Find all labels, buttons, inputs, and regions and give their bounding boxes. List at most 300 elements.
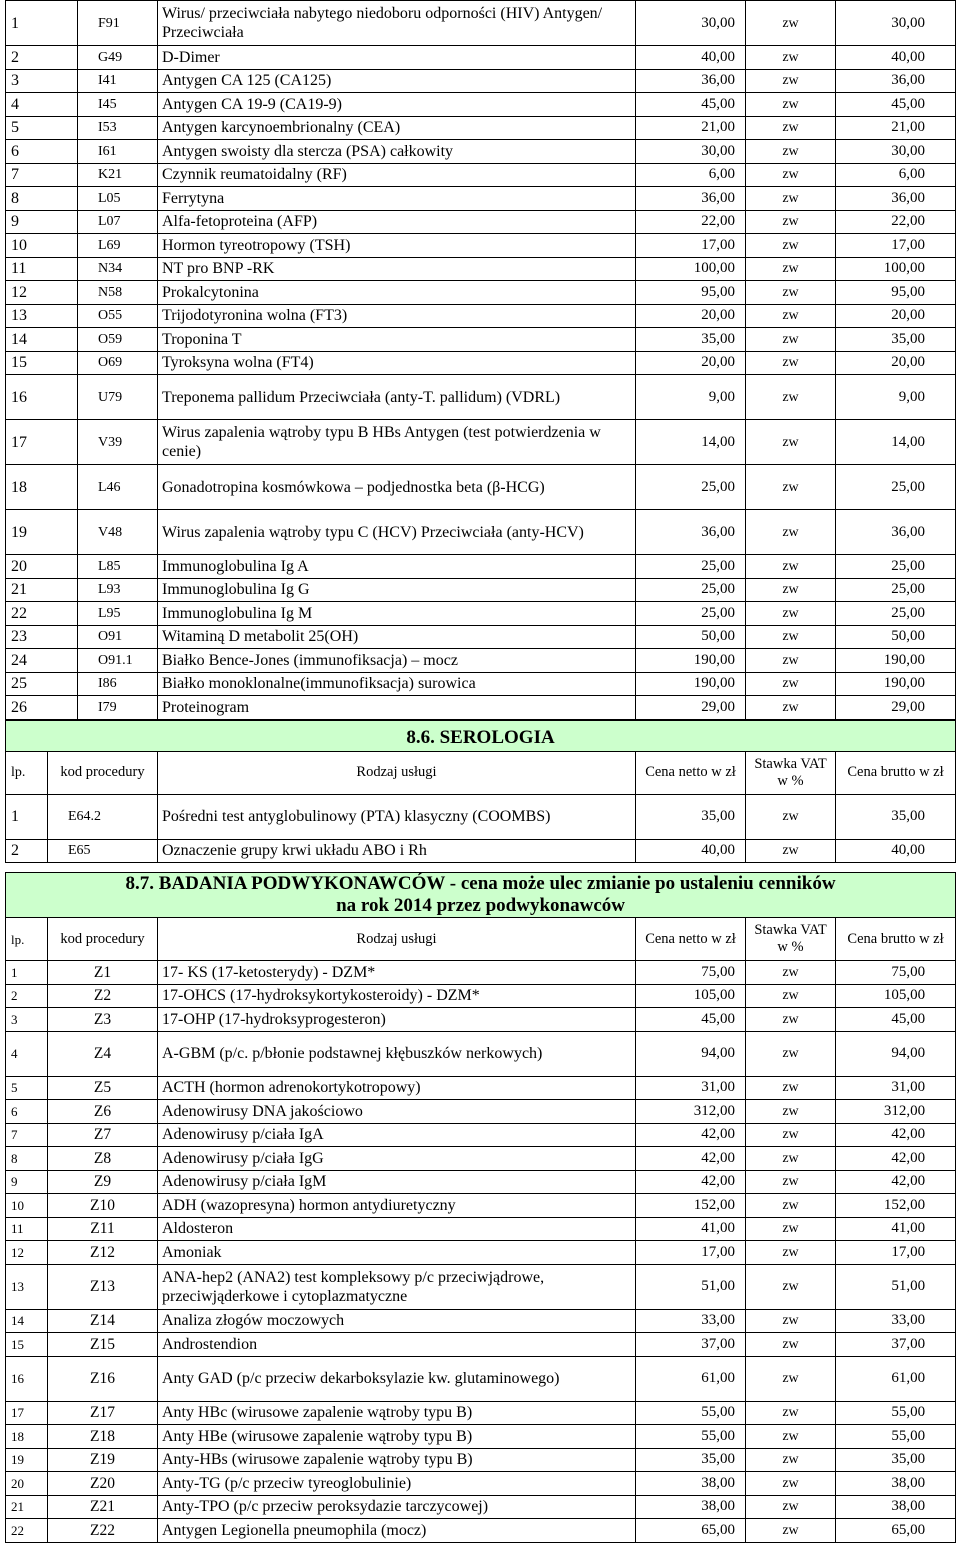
- table-row: [6, 1401, 956, 1425]
- row-name: Troponina T: [158, 328, 636, 352]
- row-code: Z17: [48, 1401, 158, 1425]
- row-name: Hormon tyreotropowy (TSH): [158, 234, 636, 258]
- table-row: [6, 961, 956, 985]
- row-code: L69: [78, 234, 158, 258]
- row-name: Białko monoklonalne(immunofiksacja) surowica: [158, 672, 636, 696]
- row-code: O59: [78, 328, 158, 352]
- row-brutto: 152,00: [836, 1194, 956, 1218]
- row-netto: 36,00: [636, 69, 746, 93]
- row-netto: 152,00: [636, 1194, 746, 1218]
- row-lp: 3: [6, 69, 78, 93]
- section-8-6-title: 8.6. SEROLOGIA: [6, 720, 956, 751]
- row-vat: zw: [746, 1401, 836, 1425]
- table-row: [6, 1, 956, 46]
- row-brutto: 38,00: [836, 1472, 956, 1496]
- table-row: [6, 555, 956, 579]
- row-lp: 17: [6, 1401, 48, 1425]
- row-lp: 14: [6, 1309, 48, 1333]
- row-name: Antygen karcynoembrionalny (CEA): [158, 116, 636, 140]
- row-lp: 11: [6, 257, 78, 281]
- row-netto: 33,00: [636, 1309, 746, 1333]
- row-lp: 18: [6, 465, 78, 510]
- row-vat: zw: [746, 116, 836, 140]
- row-brutto: 36,00: [836, 510, 956, 555]
- row-lp: 13: [6, 304, 78, 328]
- row-vat: zw: [746, 304, 836, 328]
- row-lp: 8: [6, 1147, 48, 1171]
- row-brutto: 20,00: [836, 304, 956, 328]
- row-brutto: 65,00: [836, 1519, 956, 1543]
- row-brutto: 36,00: [836, 187, 956, 211]
- row-netto: 51,00: [636, 1264, 746, 1309]
- row-lp: 4: [6, 93, 78, 117]
- row-netto: 94,00: [636, 1031, 746, 1076]
- row-name: Tyroksyna wolna (FT4): [158, 351, 636, 375]
- header-vat: Stawka VAT w %: [746, 751, 836, 794]
- row-netto: 45,00: [636, 1008, 746, 1032]
- row-brutto: 35,00: [836, 328, 956, 352]
- row-netto: 190,00: [636, 672, 746, 696]
- row-netto: 20,00: [636, 304, 746, 328]
- row-name: Anty-TPO (p/c przeciw peroksydazie tarczycowej): [158, 1495, 636, 1519]
- row-netto: 40,00: [636, 839, 746, 863]
- row-code: Z21: [48, 1495, 158, 1519]
- row-name: NT pro BNP -RK: [158, 257, 636, 281]
- row-vat: zw: [746, 1356, 836, 1401]
- header-code: kod procedury: [48, 751, 158, 794]
- row-lp: 16: [6, 375, 78, 420]
- row-netto: 55,00: [636, 1425, 746, 1449]
- row-lp: 8: [6, 187, 78, 211]
- row-brutto: 38,00: [836, 1495, 956, 1519]
- row-lp: 2: [6, 839, 48, 863]
- row-vat: zw: [746, 1123, 836, 1147]
- row-netto: 17,00: [636, 234, 746, 258]
- row-code: L85: [78, 555, 158, 579]
- row-brutto: 25,00: [836, 465, 956, 510]
- row-vat: zw: [746, 1194, 836, 1218]
- row-brutto: 55,00: [836, 1425, 956, 1449]
- table-row: [6, 46, 956, 70]
- row-vat: zw: [746, 46, 836, 70]
- row-brutto: 312,00: [836, 1100, 956, 1124]
- row-brutto: 61,00: [836, 1356, 956, 1401]
- table-row: [6, 1309, 956, 1333]
- row-name: Trijodotyronina wolna (FT3): [158, 304, 636, 328]
- row-brutto: 35,00: [836, 794, 956, 839]
- row-code: N58: [78, 281, 158, 305]
- row-vat: zw: [746, 257, 836, 281]
- row-name: Czynnik reumatoidalny (RF): [158, 163, 636, 187]
- row-brutto: 29,00: [836, 696, 956, 720]
- row-vat: zw: [746, 281, 836, 305]
- table-subcontractors-body: [6, 961, 956, 1543]
- table-row: [6, 304, 956, 328]
- row-name: Prokalcytonina: [158, 281, 636, 305]
- row-lp: 23: [6, 625, 78, 649]
- row-code: L93: [78, 578, 158, 602]
- row-netto: 42,00: [636, 1147, 746, 1171]
- row-code: E64.2: [48, 794, 158, 839]
- table-row: [6, 93, 956, 117]
- row-netto: 14,00: [636, 420, 746, 465]
- row-vat: zw: [746, 328, 836, 352]
- row-vat: zw: [746, 1008, 836, 1032]
- row-netto: 25,00: [636, 602, 746, 626]
- header-lp: lp.: [6, 918, 48, 961]
- row-lp: 20: [6, 555, 78, 579]
- section-title-row: [6, 873, 956, 918]
- row-lp: 20: [6, 1472, 48, 1496]
- row-name: 17- KS (17-ketosterydy) - DZM*: [158, 961, 636, 985]
- row-lp: 2: [6, 46, 78, 70]
- row-lp: 1: [6, 794, 48, 839]
- row-vat: zw: [746, 420, 836, 465]
- row-lp: 24: [6, 649, 78, 673]
- row-name: Antygen CA 125 (CA125): [158, 69, 636, 93]
- row-lp: 15: [6, 351, 78, 375]
- row-code: F91: [78, 1, 158, 46]
- row-brutto: 25,00: [836, 555, 956, 579]
- row-code: V48: [78, 510, 158, 555]
- row-name: Anty GAD (p/c przeciw dekarboksylazie kw. glutaminowego): [158, 1356, 636, 1401]
- row-lp: 21: [6, 578, 78, 602]
- row-code: Z6: [48, 1100, 158, 1124]
- row-lp: 6: [6, 140, 78, 164]
- row-code: Z15: [48, 1333, 158, 1357]
- row-vat: zw: [746, 984, 836, 1008]
- row-netto: 17,00: [636, 1241, 746, 1265]
- row-brutto: 95,00: [836, 281, 956, 305]
- row-brutto: 51,00: [836, 1264, 956, 1309]
- row-brutto: 100,00: [836, 257, 956, 281]
- row-code: O55: [78, 304, 158, 328]
- row-name: Anty HBc (wirusowe zapalenie wątroby typu B): [158, 1401, 636, 1425]
- row-name: Anty HBe (wirusowe zapalenie wątroby typu B): [158, 1425, 636, 1449]
- row-vat: zw: [746, 187, 836, 211]
- row-brutto: 55,00: [836, 1401, 956, 1425]
- row-lp: 16: [6, 1356, 48, 1401]
- row-name: Alfa-fetoproteina (AFP): [158, 210, 636, 234]
- row-netto: 105,00: [636, 984, 746, 1008]
- row-lp: 22: [6, 1519, 48, 1543]
- row-name: Adenowirusy p/ciała IgM: [158, 1170, 636, 1194]
- row-vat: zw: [746, 649, 836, 673]
- row-code: Z7: [48, 1123, 158, 1147]
- row-netto: 41,00: [636, 1217, 746, 1241]
- row-code: Z10: [48, 1194, 158, 1218]
- header-vat: Stawka VAT w %: [746, 918, 836, 961]
- table-row: [6, 1194, 956, 1218]
- row-lp: 4: [6, 1031, 48, 1076]
- row-netto: 37,00: [636, 1333, 746, 1357]
- row-code: U79: [78, 375, 158, 420]
- row-name: Pośredni test antyglobulinowy (PTA) klasyczny (COOMBS): [158, 794, 636, 839]
- table-row: [6, 420, 956, 465]
- row-netto: 75,00: [636, 961, 746, 985]
- row-code: I61: [78, 140, 158, 164]
- table-row: [6, 140, 956, 164]
- row-code: Z13: [48, 1264, 158, 1309]
- table-row: [6, 187, 956, 211]
- row-brutto: 17,00: [836, 234, 956, 258]
- row-name: Antygen CA 19-9 (CA19-9): [158, 93, 636, 117]
- row-vat: zw: [746, 672, 836, 696]
- row-name: 17-OHP (17-hydroksyprogesteron): [158, 1008, 636, 1032]
- table-row: [6, 984, 956, 1008]
- row-name: Wirus zapalenia wątroby typu C (HCV) Przeciwciała (anty-HCV): [158, 510, 636, 555]
- row-code: Z3: [48, 1008, 158, 1032]
- row-vat: zw: [746, 1472, 836, 1496]
- row-lp: 14: [6, 328, 78, 352]
- table-row: [6, 1448, 956, 1472]
- section-title-row: [6, 720, 956, 751]
- table-row: [6, 696, 956, 720]
- row-code: E65: [48, 839, 158, 863]
- row-name: ADH (wazopresyna) hormon antydiuretyczny: [158, 1194, 636, 1218]
- row-code: L95: [78, 602, 158, 626]
- row-name: D-Dimer: [158, 46, 636, 70]
- row-brutto: 42,00: [836, 1123, 956, 1147]
- row-netto: 21,00: [636, 116, 746, 140]
- row-brutto: 25,00: [836, 602, 956, 626]
- table-immunochemistry: [5, 0, 956, 720]
- table-row: [6, 649, 956, 673]
- row-brutto: 42,00: [836, 1147, 956, 1171]
- row-code: L07: [78, 210, 158, 234]
- row-brutto: 40,00: [836, 46, 956, 70]
- row-name: Amoniak: [158, 1241, 636, 1265]
- row-brutto: 42,00: [836, 1170, 956, 1194]
- row-lp: 3: [6, 1008, 48, 1032]
- row-vat: zw: [746, 602, 836, 626]
- row-vat: zw: [746, 1264, 836, 1309]
- row-lp: 12: [6, 281, 78, 305]
- table-row: [6, 1123, 956, 1147]
- header-brutto: Cena brutto w zł: [836, 751, 956, 794]
- row-netto: 38,00: [636, 1495, 746, 1519]
- row-brutto: 37,00: [836, 1333, 956, 1357]
- row-code: V39: [78, 420, 158, 465]
- table-row: [6, 281, 956, 305]
- row-lp: 19: [6, 1448, 48, 1472]
- table-row: [6, 510, 956, 555]
- row-netto: 20,00: [636, 351, 746, 375]
- row-vat: zw: [746, 1076, 836, 1100]
- row-vat: zw: [746, 1147, 836, 1171]
- row-brutto: 17,00: [836, 1241, 956, 1265]
- section-8-7-title-line1: 8.7. BADANIA PODWYKONAWCÓW - cena może ulec zmianie po ustaleniu cenników: [125, 873, 836, 894]
- row-vat: zw: [746, 351, 836, 375]
- row-netto: 55,00: [636, 1401, 746, 1425]
- header-row: [6, 751, 956, 794]
- row-code: G49: [78, 46, 158, 70]
- row-lp: 22: [6, 602, 78, 626]
- row-lp: 6: [6, 1100, 48, 1124]
- row-name: Treponema pallidum Przeciwciała (anty-T. pallidum) (VDRL): [158, 375, 636, 420]
- row-lp: 10: [6, 1194, 48, 1218]
- row-name: Oznaczenie grupy krwi układu ABO i Rh: [158, 839, 636, 863]
- row-name: Adenowirusy p/ciała IgG: [158, 1147, 636, 1171]
- row-code: Z11: [48, 1217, 158, 1241]
- row-brutto: 30,00: [836, 1, 956, 46]
- table-row: [6, 1425, 956, 1449]
- table-row: [6, 1031, 956, 1076]
- row-netto: 36,00: [636, 510, 746, 555]
- row-lp: 1: [6, 1, 78, 46]
- row-vat: zw: [746, 961, 836, 985]
- row-code: Z20: [48, 1472, 158, 1496]
- row-vat: zw: [746, 1217, 836, 1241]
- row-brutto: 22,00: [836, 210, 956, 234]
- row-brutto: 94,00: [836, 1031, 956, 1076]
- table-row: [6, 1356, 956, 1401]
- row-brutto: 50,00: [836, 625, 956, 649]
- row-code: N34: [78, 257, 158, 281]
- table-row: [6, 1333, 956, 1357]
- row-name: Androstendion: [158, 1333, 636, 1357]
- row-code: I53: [78, 116, 158, 140]
- row-name: Immunoglobulina Ig G: [158, 578, 636, 602]
- section-8-7-title: [6, 873, 956, 918]
- row-code: I45: [78, 93, 158, 117]
- row-vat: zw: [746, 1241, 836, 1265]
- row-lp: 11: [6, 1217, 48, 1241]
- row-brutto: 6,00: [836, 163, 956, 187]
- row-name: Antygen swoisty dla stercza (PSA) całkowity: [158, 140, 636, 164]
- table-row: [6, 1076, 956, 1100]
- row-lp: 7: [6, 1123, 48, 1147]
- row-lp: 21: [6, 1495, 48, 1519]
- table-row: [6, 1472, 956, 1496]
- row-netto: 6,00: [636, 163, 746, 187]
- row-name: Witaminą D metabolit 25(OH): [158, 625, 636, 649]
- row-code: Z5: [48, 1076, 158, 1100]
- table-row: [6, 69, 956, 93]
- row-name: Analiza złogów moczowych: [158, 1309, 636, 1333]
- row-vat: zw: [746, 1425, 836, 1449]
- row-vat: zw: [746, 839, 836, 863]
- row-brutto: 41,00: [836, 1217, 956, 1241]
- row-vat: zw: [746, 510, 836, 555]
- row-lp: 7: [6, 163, 78, 187]
- row-lp: 9: [6, 1170, 48, 1194]
- row-vat: zw: [746, 69, 836, 93]
- row-brutto: 190,00: [836, 649, 956, 673]
- table-row: [6, 116, 956, 140]
- row-code: Z16: [48, 1356, 158, 1401]
- row-vat: zw: [746, 1170, 836, 1194]
- table-row: [6, 1217, 956, 1241]
- row-lp: 13: [6, 1264, 48, 1309]
- table-row: [6, 163, 956, 187]
- table-immunochemistry-body: [6, 1, 956, 720]
- table-row: [6, 672, 956, 696]
- row-vat: zw: [746, 555, 836, 579]
- row-name: Proteinogram: [158, 696, 636, 720]
- row-vat: zw: [746, 163, 836, 187]
- row-code: L46: [78, 465, 158, 510]
- row-code: Z12: [48, 1241, 158, 1265]
- row-name: 17-OHCS (17-hydroksykortykosteroidy) - DZM*: [158, 984, 636, 1008]
- row-vat: zw: [746, 1100, 836, 1124]
- row-lp: 10: [6, 234, 78, 258]
- row-name: Anty-TG (p/c przeciw tyreoglobulinie): [158, 1472, 636, 1496]
- row-lp: 26: [6, 696, 78, 720]
- row-code: Z4: [48, 1031, 158, 1076]
- row-code: I79: [78, 696, 158, 720]
- table-row: [6, 1147, 956, 1171]
- table-row: [6, 839, 956, 863]
- row-vat: zw: [746, 210, 836, 234]
- row-lp: 2: [6, 984, 48, 1008]
- row-netto: 22,00: [636, 210, 746, 234]
- row-lp: 5: [6, 1076, 48, 1100]
- row-brutto: 36,00: [836, 69, 956, 93]
- table-row: [6, 1519, 956, 1543]
- row-brutto: 31,00: [836, 1076, 956, 1100]
- row-vat: zw: [746, 625, 836, 649]
- row-vat: zw: [746, 1333, 836, 1357]
- table-row: [6, 257, 956, 281]
- table-serology: [5, 720, 956, 864]
- spacer: [0, 863, 960, 872]
- row-brutto: 9,00: [836, 375, 956, 420]
- row-netto: 29,00: [636, 696, 746, 720]
- row-vat: zw: [746, 1519, 836, 1543]
- table-row: [6, 625, 956, 649]
- row-brutto: 21,00: [836, 116, 956, 140]
- row-netto: 30,00: [636, 140, 746, 164]
- row-vat: zw: [746, 93, 836, 117]
- row-vat: zw: [746, 696, 836, 720]
- row-netto: 45,00: [636, 93, 746, 117]
- row-name: Immunoglobulina Ig A: [158, 555, 636, 579]
- row-code: I41: [78, 69, 158, 93]
- row-netto: 35,00: [636, 794, 746, 839]
- row-code: I86: [78, 672, 158, 696]
- row-brutto: 40,00: [836, 839, 956, 863]
- header-name: Rodzaj usługi: [158, 751, 636, 794]
- table-row: [6, 465, 956, 510]
- table-row: [6, 234, 956, 258]
- row-vat: zw: [746, 1495, 836, 1519]
- table-row: [6, 1495, 956, 1519]
- header-brutto: Cena brutto w zł: [836, 918, 956, 961]
- row-netto: 100,00: [636, 257, 746, 281]
- row-brutto: 30,00: [836, 140, 956, 164]
- row-lp: 18: [6, 1425, 48, 1449]
- row-brutto: 190,00: [836, 672, 956, 696]
- table-row: [6, 794, 956, 839]
- row-netto: 190,00: [636, 649, 746, 673]
- row-lp: 19: [6, 510, 78, 555]
- row-vat: zw: [746, 578, 836, 602]
- table-row: [6, 1264, 956, 1309]
- row-vat: zw: [746, 1448, 836, 1472]
- table-row: [6, 375, 956, 420]
- header-netto: Cena netto w zł: [636, 918, 746, 961]
- row-netto: 50,00: [636, 625, 746, 649]
- row-name: Białko Bence-Jones (immunofiksacja) – mocz: [158, 649, 636, 673]
- row-name: Adenowirusy p/ciała IgA: [158, 1123, 636, 1147]
- table-row: [6, 328, 956, 352]
- table-serology-body: [6, 794, 956, 863]
- header-name: Rodzaj usługi: [158, 918, 636, 961]
- row-netto: 9,00: [636, 375, 746, 420]
- row-code: L05: [78, 187, 158, 211]
- row-code: Z22: [48, 1519, 158, 1543]
